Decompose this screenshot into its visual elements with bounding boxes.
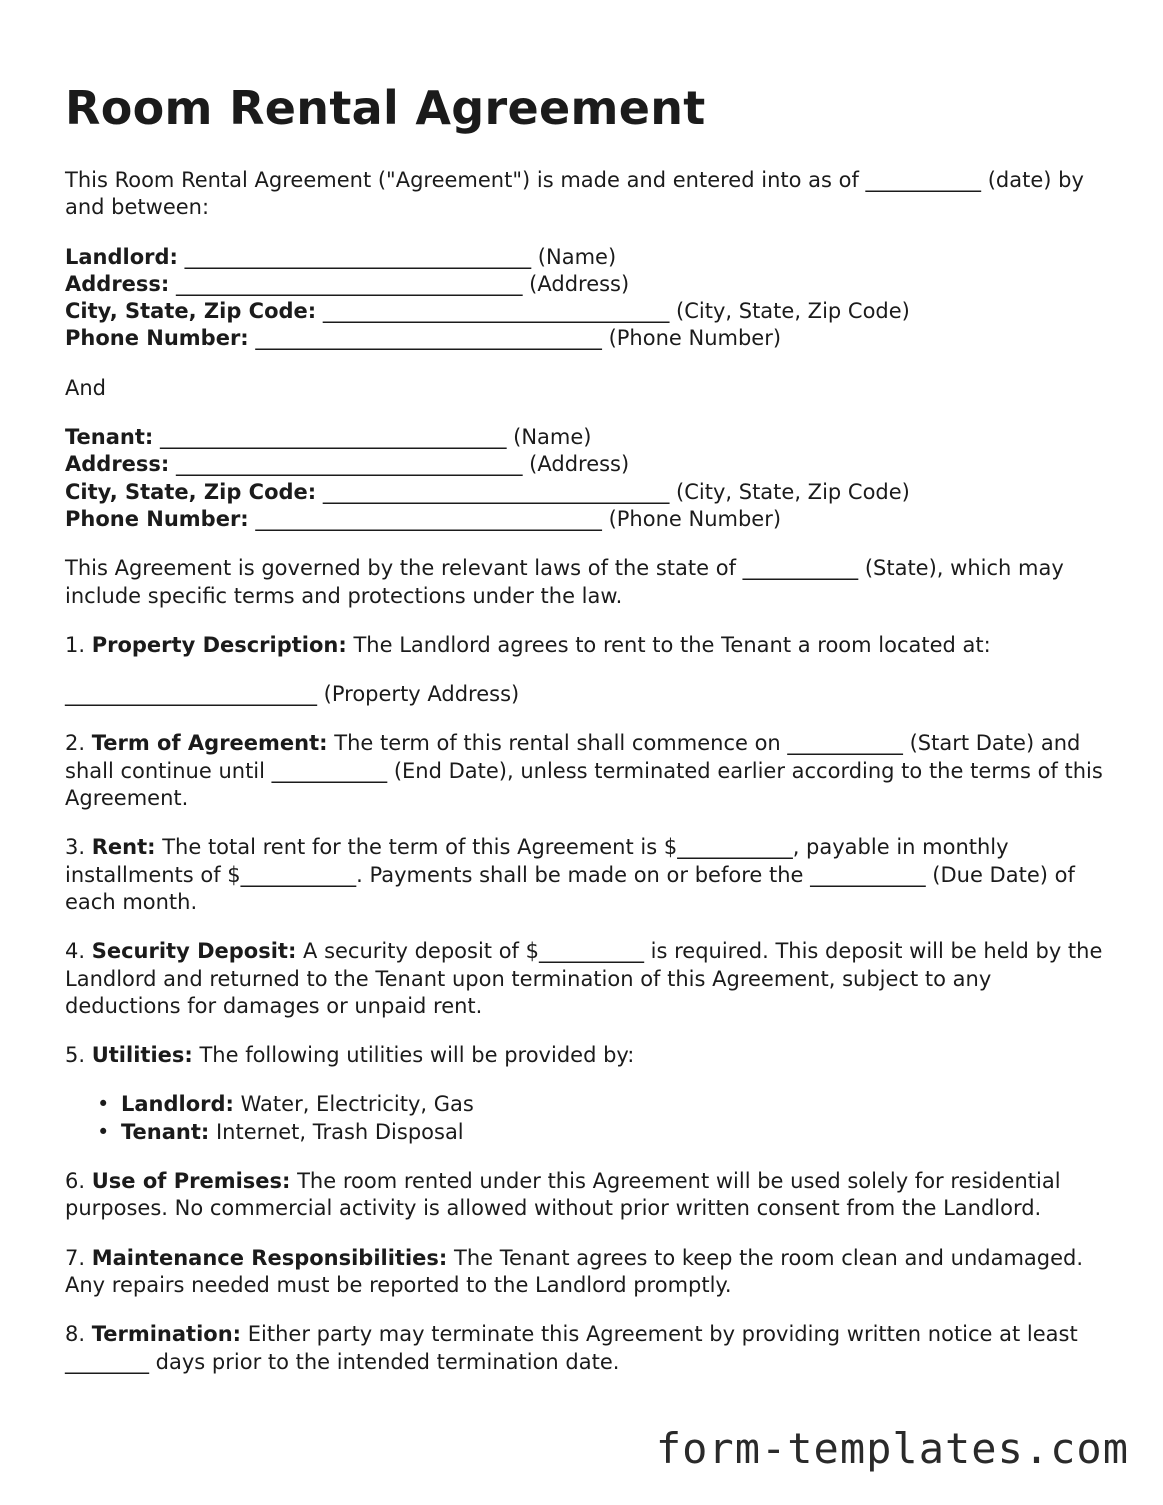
- intro-paragraph: This Room Rental Agreement ("Agreement") is made and entered into as of ___________ (date) by and between:: [65, 168, 1084, 220]
- landlord-city-blank: _________________________________ (City, State, Zip Code): [316, 299, 910, 324]
- landlord-phone-blank: _________________________________ (Phone Number): [248, 326, 782, 351]
- section-number: 5.: [65, 1043, 92, 1068]
- section-text: The term of this rental shall commence on ___________ (Start Date) and shall continue until ___________ (End Date), unless terminated earlier according to the terms of this Agreement.: [65, 731, 1103, 811]
- section-heading: Term of Agreement:: [91, 731, 328, 756]
- tenant-address-blank: _________________________________ (Address): [169, 452, 630, 477]
- section-number: 4.: [65, 939, 92, 964]
- tenant-city-label: City, State, Zip Code:: [65, 479, 317, 504]
- section-rent: [65, 834, 1110, 916]
- section-heading: Use of Premises:: [91, 1169, 291, 1194]
- and-separator: And: [65, 375, 107, 400]
- utility-party-label: Tenant:: [121, 1119, 210, 1144]
- section-number: 6.: [65, 1169, 92, 1194]
- section-use-of-premises: [65, 1168, 1110, 1223]
- tenant-address-label: Address:: [65, 452, 170, 477]
- section-number: 8.: [65, 1322, 92, 1347]
- landlord-name-blank: _________________________________ (Name): [177, 244, 617, 269]
- landlord-name-label: Landlord:: [65, 244, 178, 269]
- landlord-address-label: Address:: [65, 271, 170, 296]
- tenant-name-line: [65, 424, 1110, 451]
- section-property-description: [65, 632, 1110, 659]
- list-item: [97, 1119, 1110, 1146]
- landlord-phone-line: [65, 325, 1110, 352]
- section-number: 3.: [65, 835, 92, 860]
- tenant-city-blank: _________________________________ (City, State, Zip Code): [316, 479, 910, 504]
- section-text: The Landlord agrees to rent to the Tenant a room located at:: [346, 632, 991, 657]
- section-heading: Maintenance Responsibilities:: [91, 1245, 448, 1270]
- section-text: The room rented under this Agreement will be used solely for residential purposes. No commercial activity is allowed without prior written consent from the Landlord.: [65, 1169, 1061, 1221]
- utility-list-text: Water, Electricity, Gas: [233, 1092, 474, 1117]
- section-heading: Security Deposit:: [91, 939, 297, 964]
- bullet-icon: •: [97, 1092, 110, 1117]
- tenant-name-blank: _________________________________ (Name): [153, 425, 592, 450]
- section-term-of-agreement: [65, 730, 1110, 812]
- property-address-line: ________________________ (Property Address): [65, 682, 520, 707]
- landlord-address-line: [65, 271, 1110, 298]
- document-page: [65, 78, 1110, 1376]
- utilities-list: [65, 1091, 1110, 1146]
- landlord-address-blank: _________________________________ (Address): [169, 271, 630, 296]
- section-text: A security deposit of $__________ is required. This deposit will be held by the Landlord and returned to the Tenant upon termination of this Agreement, subject to any deductions for damages or unpaid rent.: [65, 939, 1103, 1018]
- landlord-block: [65, 244, 1110, 353]
- section-heading: Termination:: [91, 1322, 242, 1347]
- section-text: The following utilities will be provided by:: [192, 1043, 635, 1068]
- landlord-phone-label: Phone Number:: [65, 326, 249, 351]
- utility-party-label: Landlord:: [121, 1092, 234, 1117]
- section-security-deposit: [65, 938, 1110, 1020]
- watermark-text: form-templates.com: [655, 1424, 1129, 1473]
- landlord-city-line: [65, 298, 1110, 325]
- section-heading: Utilities:: [91, 1043, 193, 1068]
- section-number: 7.: [65, 1245, 92, 1270]
- section-number: 1.: [65, 632, 92, 657]
- governing-law-paragraph: This Agreement is governed by the relevant laws of the state of ___________ (State), which may include specific terms and protections under the law.: [65, 556, 1064, 608]
- section-maintenance: [65, 1245, 1110, 1300]
- tenant-city-line: [65, 479, 1110, 506]
- tenant-address-line: [65, 451, 1110, 478]
- section-heading: Property Description:: [91, 632, 347, 657]
- section-number: 2.: [65, 731, 92, 756]
- section-text: Either party may terminate this Agreement by providing written notice at least ________ days prior to the intended termination date.: [65, 1322, 1078, 1374]
- utility-list-text: Internet, Trash Disposal: [209, 1119, 464, 1144]
- document-title: Room Rental Agreement: [65, 81, 706, 135]
- section-termination: [65, 1321, 1110, 1376]
- section-text: The total rent for the term of this Agreement is $___________, payable in monthly installments of $___________. Payments shall be made on or before the ___________ (Due Date) of each month.: [65, 835, 1075, 914]
- tenant-phone-label: Phone Number:: [65, 506, 249, 531]
- landlord-city-label: City, State, Zip Code:: [65, 299, 317, 324]
- tenant-name-label: Tenant:: [65, 425, 154, 450]
- section-utilities: [65, 1042, 1110, 1069]
- section-heading: Rent:: [91, 835, 156, 860]
- tenant-phone-blank: _________________________________ (Phone Number): [248, 506, 782, 531]
- section-text: The Tenant agrees to keep the room clean and undamaged. Any repairs needed must be reported to the Landlord promptly.: [65, 1245, 1084, 1297]
- bullet-icon: •: [97, 1119, 110, 1144]
- tenant-block: [65, 424, 1110, 533]
- landlord-name-line: [65, 244, 1110, 271]
- tenant-phone-line: [65, 506, 1110, 533]
- list-item: [97, 1091, 1110, 1118]
